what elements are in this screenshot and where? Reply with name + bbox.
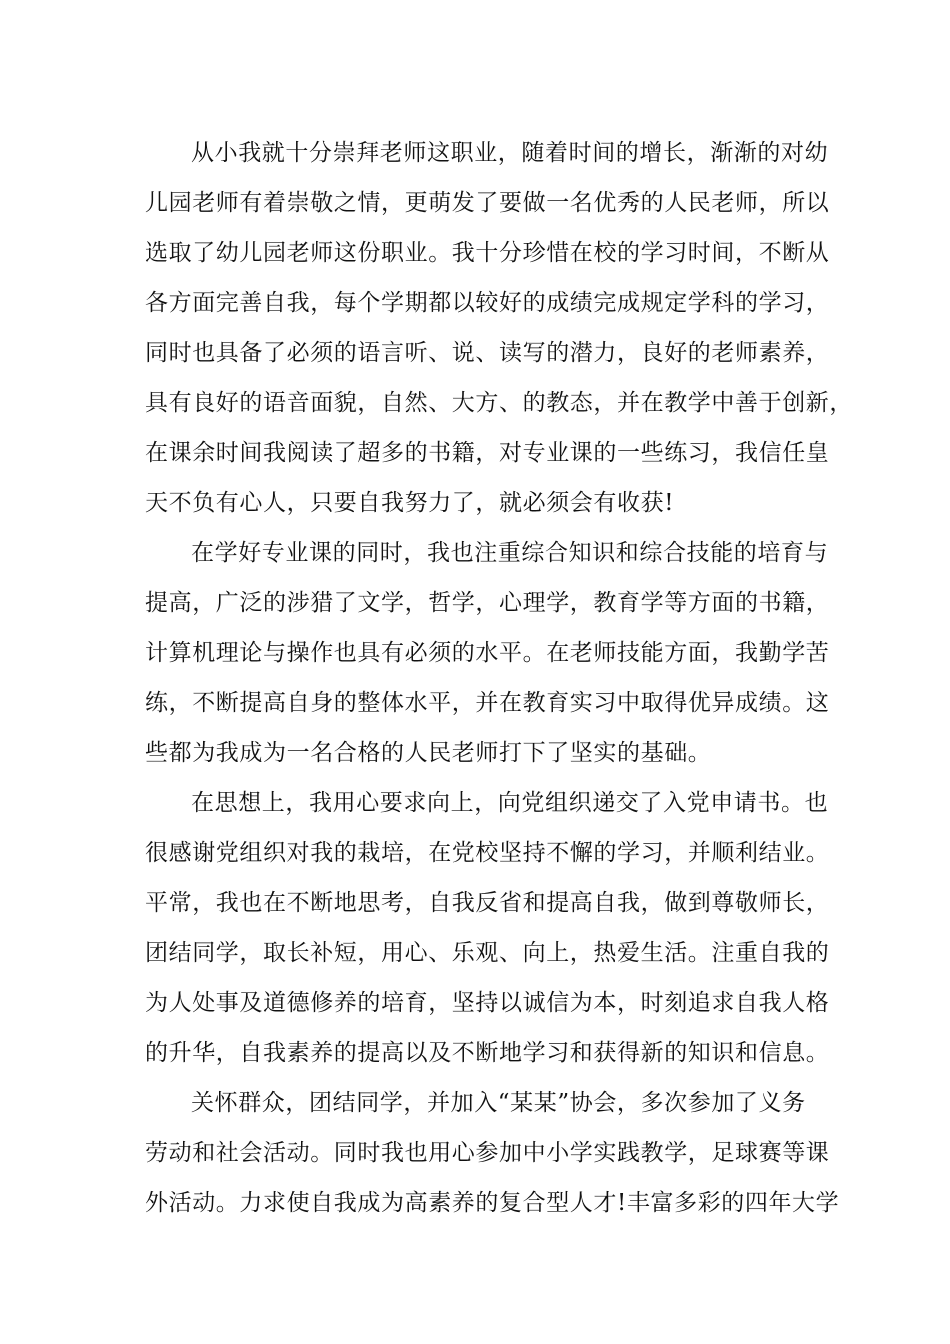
document-body bbox=[145, 128, 853, 1228]
paragraph-1-line-2: 儿园老师有着崇敬之情，更萌发了要做一名优秀的人民老师，所以 bbox=[145, 190, 830, 216]
paragraph-3-line-3: 平常，我也在不断地思考，自我反省和提高自我，做到尊敬师长， bbox=[145, 890, 830, 916]
paragraph-1-line-3: 选取了幼儿园老师这份职业。我十分珍惜在校的学习时间，不断从 bbox=[145, 240, 830, 266]
paragraph-3-line-5: 为人处事及道德修养的培育，坚持以诚信为本，时刻追求自我人格 bbox=[145, 990, 830, 1016]
paragraph-3-line-6: 的升华，自我素养的提高以及不断地学习和获得新的知识和信息。 bbox=[145, 1040, 830, 1066]
paragraph-3-line-1: 在思想上，我用心要求向上，向党组织递交了入党申请书。也 bbox=[191, 790, 829, 816]
paragraph-2-line-1: 在学好专业课的同时，我也注重综合知识和综合技能的培育与 bbox=[191, 540, 829, 566]
paragraph-1-line-4: 各方面完善自我，每个学期都以较好的成绩完成规定学科的学习， bbox=[145, 290, 830, 316]
paragraph-1-line-1: 从小我就十分崇拜老师这职业，随着时间的增长，渐渐的对幼 bbox=[191, 140, 829, 166]
paragraph-1-line-6: 具有良好的语音面貌，自然、大方、的教态，并在教学中善于创新， bbox=[145, 390, 853, 416]
paragraph-1-line-7: 在课余时间我阅读了超多的书籍，对专业课的一些练习，我信任皇 bbox=[145, 440, 830, 466]
paragraph-4-line-2: 劳动和社会活动。同时我也用心参加中小学实践教学，足球赛等课 bbox=[145, 1140, 830, 1166]
paragraph-2-line-4: 练，不断提高自身的整体水平，并在教育实习中取得优异成绩。这 bbox=[145, 690, 830, 716]
paragraph-2-line-5: 些都为我成为一名合格的人民老师打下了坚实的基础。 bbox=[145, 740, 712, 766]
paragraph-3-line-4: 团结同学，取长补短，用心、乐观、向上，热爱生活。注重自我的 bbox=[145, 940, 830, 966]
paragraph-1-line-5: 同时也具备了必须的语言听、说、读写的潜力，良好的老师素养， bbox=[145, 340, 830, 366]
paragraph-4-line-3: 外活动。力求使自我成为高素养的复合型人才!丰富多彩的四年大学 bbox=[145, 1190, 840, 1216]
paragraph-4-line-1: 关怀群众，团结同学，并加入“某某”协会，多次参加了义务 bbox=[191, 1090, 806, 1116]
paragraph-1-line-8: 天不负有心人，只要自我努力了，就必须会有收获! bbox=[145, 490, 675, 516]
paragraph-2-line-3: 计算机理论与操作也具有必须的水平。在老师技能方面，我勤学苦 bbox=[145, 640, 830, 666]
paragraph-3-line-2: 很感谢党组织对我的栽培，在党校坚持不懈的学习，并顺利结业。 bbox=[145, 840, 830, 866]
paragraph-2-line-2: 提高，广泛的涉猎了文学，哲学，心理学，教育学等方面的书籍， bbox=[145, 590, 830, 616]
